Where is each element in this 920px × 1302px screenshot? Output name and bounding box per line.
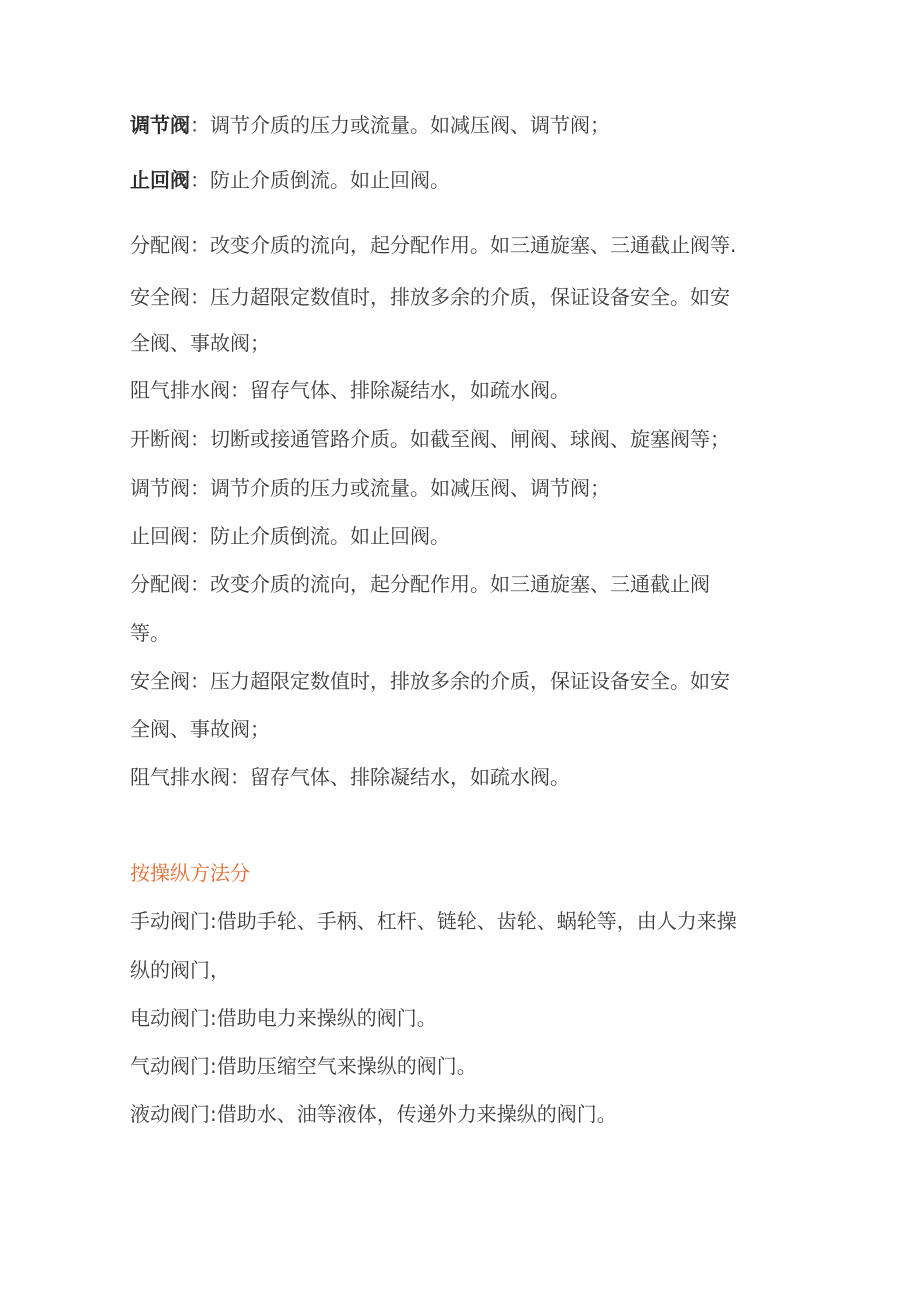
text-line: 分配阀：改变介质的流向，起分配作用。如三通旋塞、三通截止阀 [130, 572, 710, 596]
text-line: 分配阀：改变介质的流向，起分配作用。如三通旋塞、三通截止阀等. [130, 233, 737, 257]
text-line: 气动阀门:借助压缩空气来操纵的阀门。 [130, 1054, 477, 1078]
text-line: 安全阀：压力超限定数值时，排放多余的介质，保证设备安全。如安 [130, 669, 730, 693]
paragraph-regulating-valve-bold [130, 111, 610, 139]
text-line: 电动阀门:借助电力来操纵的阀门。 [130, 1006, 437, 1030]
paragraph-check-valve-bold [130, 166, 450, 194]
text-line: 全阀、事故阀； [130, 717, 270, 741]
text-line: 安全阀：压力超限定数值时，排放多余的介质，保证设备安全。如安 [130, 285, 730, 309]
text-line: 开断阀：切断或接通管路介质。如截至阀、闸阀、球阀、旋塞阀等； [130, 427, 730, 451]
text-line: 纵的阀门， [130, 958, 230, 982]
text-line: 全阀、事故阀； [130, 331, 270, 355]
section-heading: 按操纵方法分 [130, 861, 250, 885]
term-label: 调节阀 [130, 113, 190, 137]
text-line: 调节阀：调节介质的压力或流量。如减压阀、调节阀； [130, 476, 610, 500]
text-line: 液动阀门:借助水、油等液体，传递外力来操纵的阀门。 [130, 1102, 617, 1126]
text-line: 阻气排水阀：留存气体、排除凝结水，如疏水阀。 [130, 378, 570, 402]
text-line: 止回阀：防止介质倒流。如止回阀。 [130, 524, 450, 548]
text-line: 等。 [130, 621, 170, 645]
text-line: 手动阀门:借助手轮、手柄、杠杆、链轮、齿轮、蜗轮等，由人力来操 [130, 909, 737, 933]
term-label: 止回阀 [130, 168, 190, 192]
text-line: 阻气排水阀：留存气体、排除凝结水，如疏水阀。 [130, 765, 570, 789]
term-description: ：防止介质倒流。如止回阀。 [190, 168, 450, 192]
term-description: ：调节介质的压力或流量。如减压阀、调节阀； [190, 113, 610, 137]
